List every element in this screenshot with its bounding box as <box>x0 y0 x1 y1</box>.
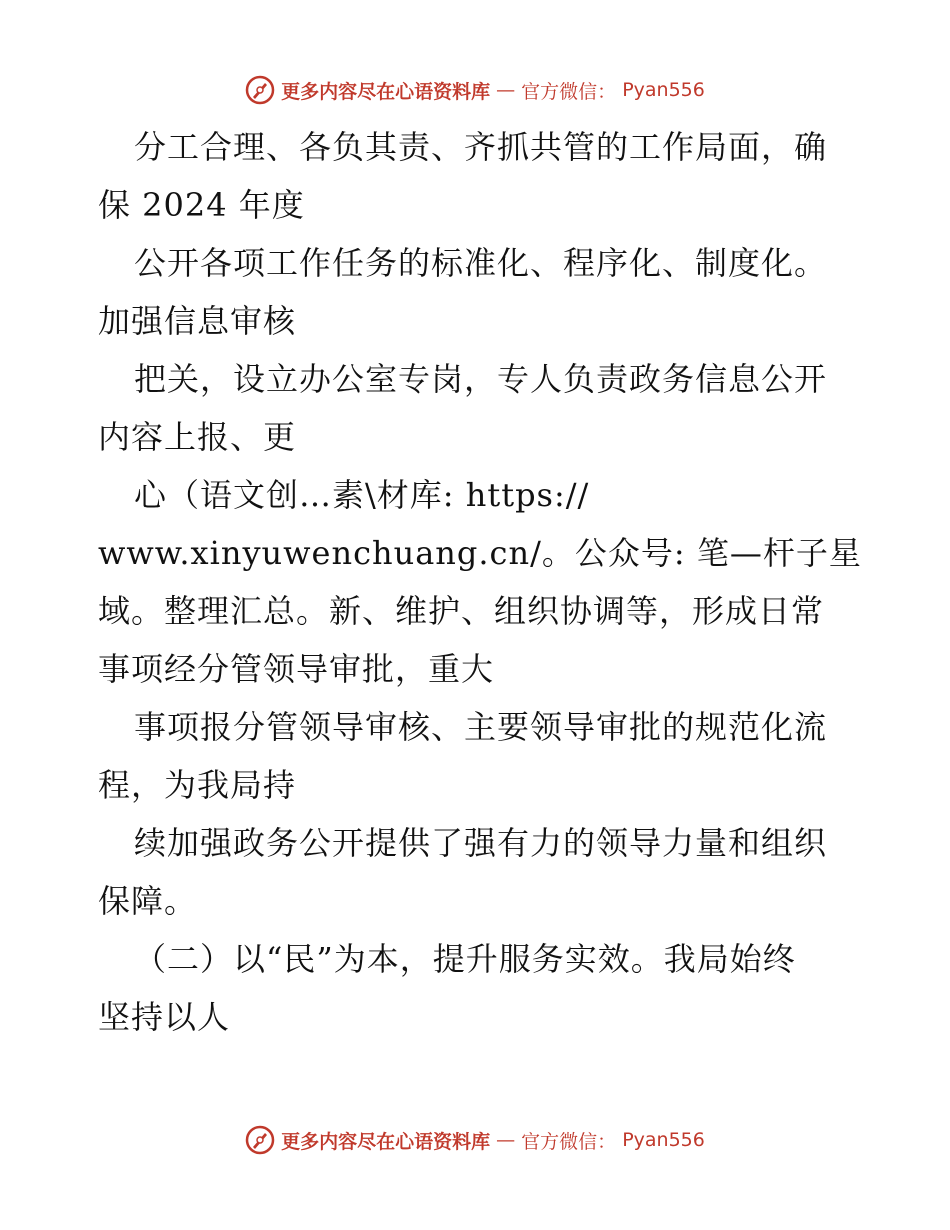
watermark-wechat-id: Pyan556 <box>622 1129 705 1151</box>
watermark-wechat-label: 官方微信： <box>521 1130 617 1153</box>
text-line: 事项经分管领导审批，重大 <box>98 650 495 688</box>
text-line: 域。整理汇总。新、维护、组织协调等，形成日常 <box>98 592 825 630</box>
watermark-brand: 更多内容尽在心语资料库 <box>281 1130 491 1153</box>
text-line: 事项报分管领导审核、主要领导审批的规范化流 <box>134 708 828 746</box>
text-line: www.xinyuwenchuang.cn/。公众号: 笔—杆子星 <box>98 534 862 572</box>
text-line: 保障。 <box>98 882 198 920</box>
text-line: 坚持以人 <box>98 998 231 1036</box>
text-line: 公开各项工作任务的标准化、程序化、制度化。 <box>134 244 828 282</box>
watermark-separator: — <box>496 79 516 101</box>
text-line: 分工合理、各负其责、齐抓共管的工作局面，确 <box>134 128 828 166</box>
text-line: （二）以“民”为本，提升服务实效。我局始终 <box>134 940 796 978</box>
watermark-wechat-id: Pyan556 <box>622 79 705 101</box>
footer-watermark <box>0 1122 950 1158</box>
text-line: 加强信息审核 <box>98 302 297 340</box>
text-line: 心（语文创…素\材库: https:// <box>134 476 590 514</box>
watermark-separator: — <box>496 1129 516 1151</box>
text-line: 续加强政务公开提供了强有力的领导力量和组织 <box>134 824 828 862</box>
document-body <box>98 118 862 1046</box>
quill-circle-icon <box>245 1125 275 1155</box>
text-line: 程，为我局持 <box>98 766 297 804</box>
text-line: 内容上报、更 <box>98 418 297 456</box>
watermark-brand: 更多内容尽在心语资料库 <box>281 80 491 103</box>
header-watermark <box>0 72 950 108</box>
text-line: 保 2024 年度 <box>98 186 305 224</box>
watermark-wechat-label: 官方微信： <box>521 80 617 103</box>
quill-circle-icon <box>245 75 275 105</box>
text-line: 把关，设立办公室专岗，专人负责政务信息公开 <box>134 360 828 398</box>
